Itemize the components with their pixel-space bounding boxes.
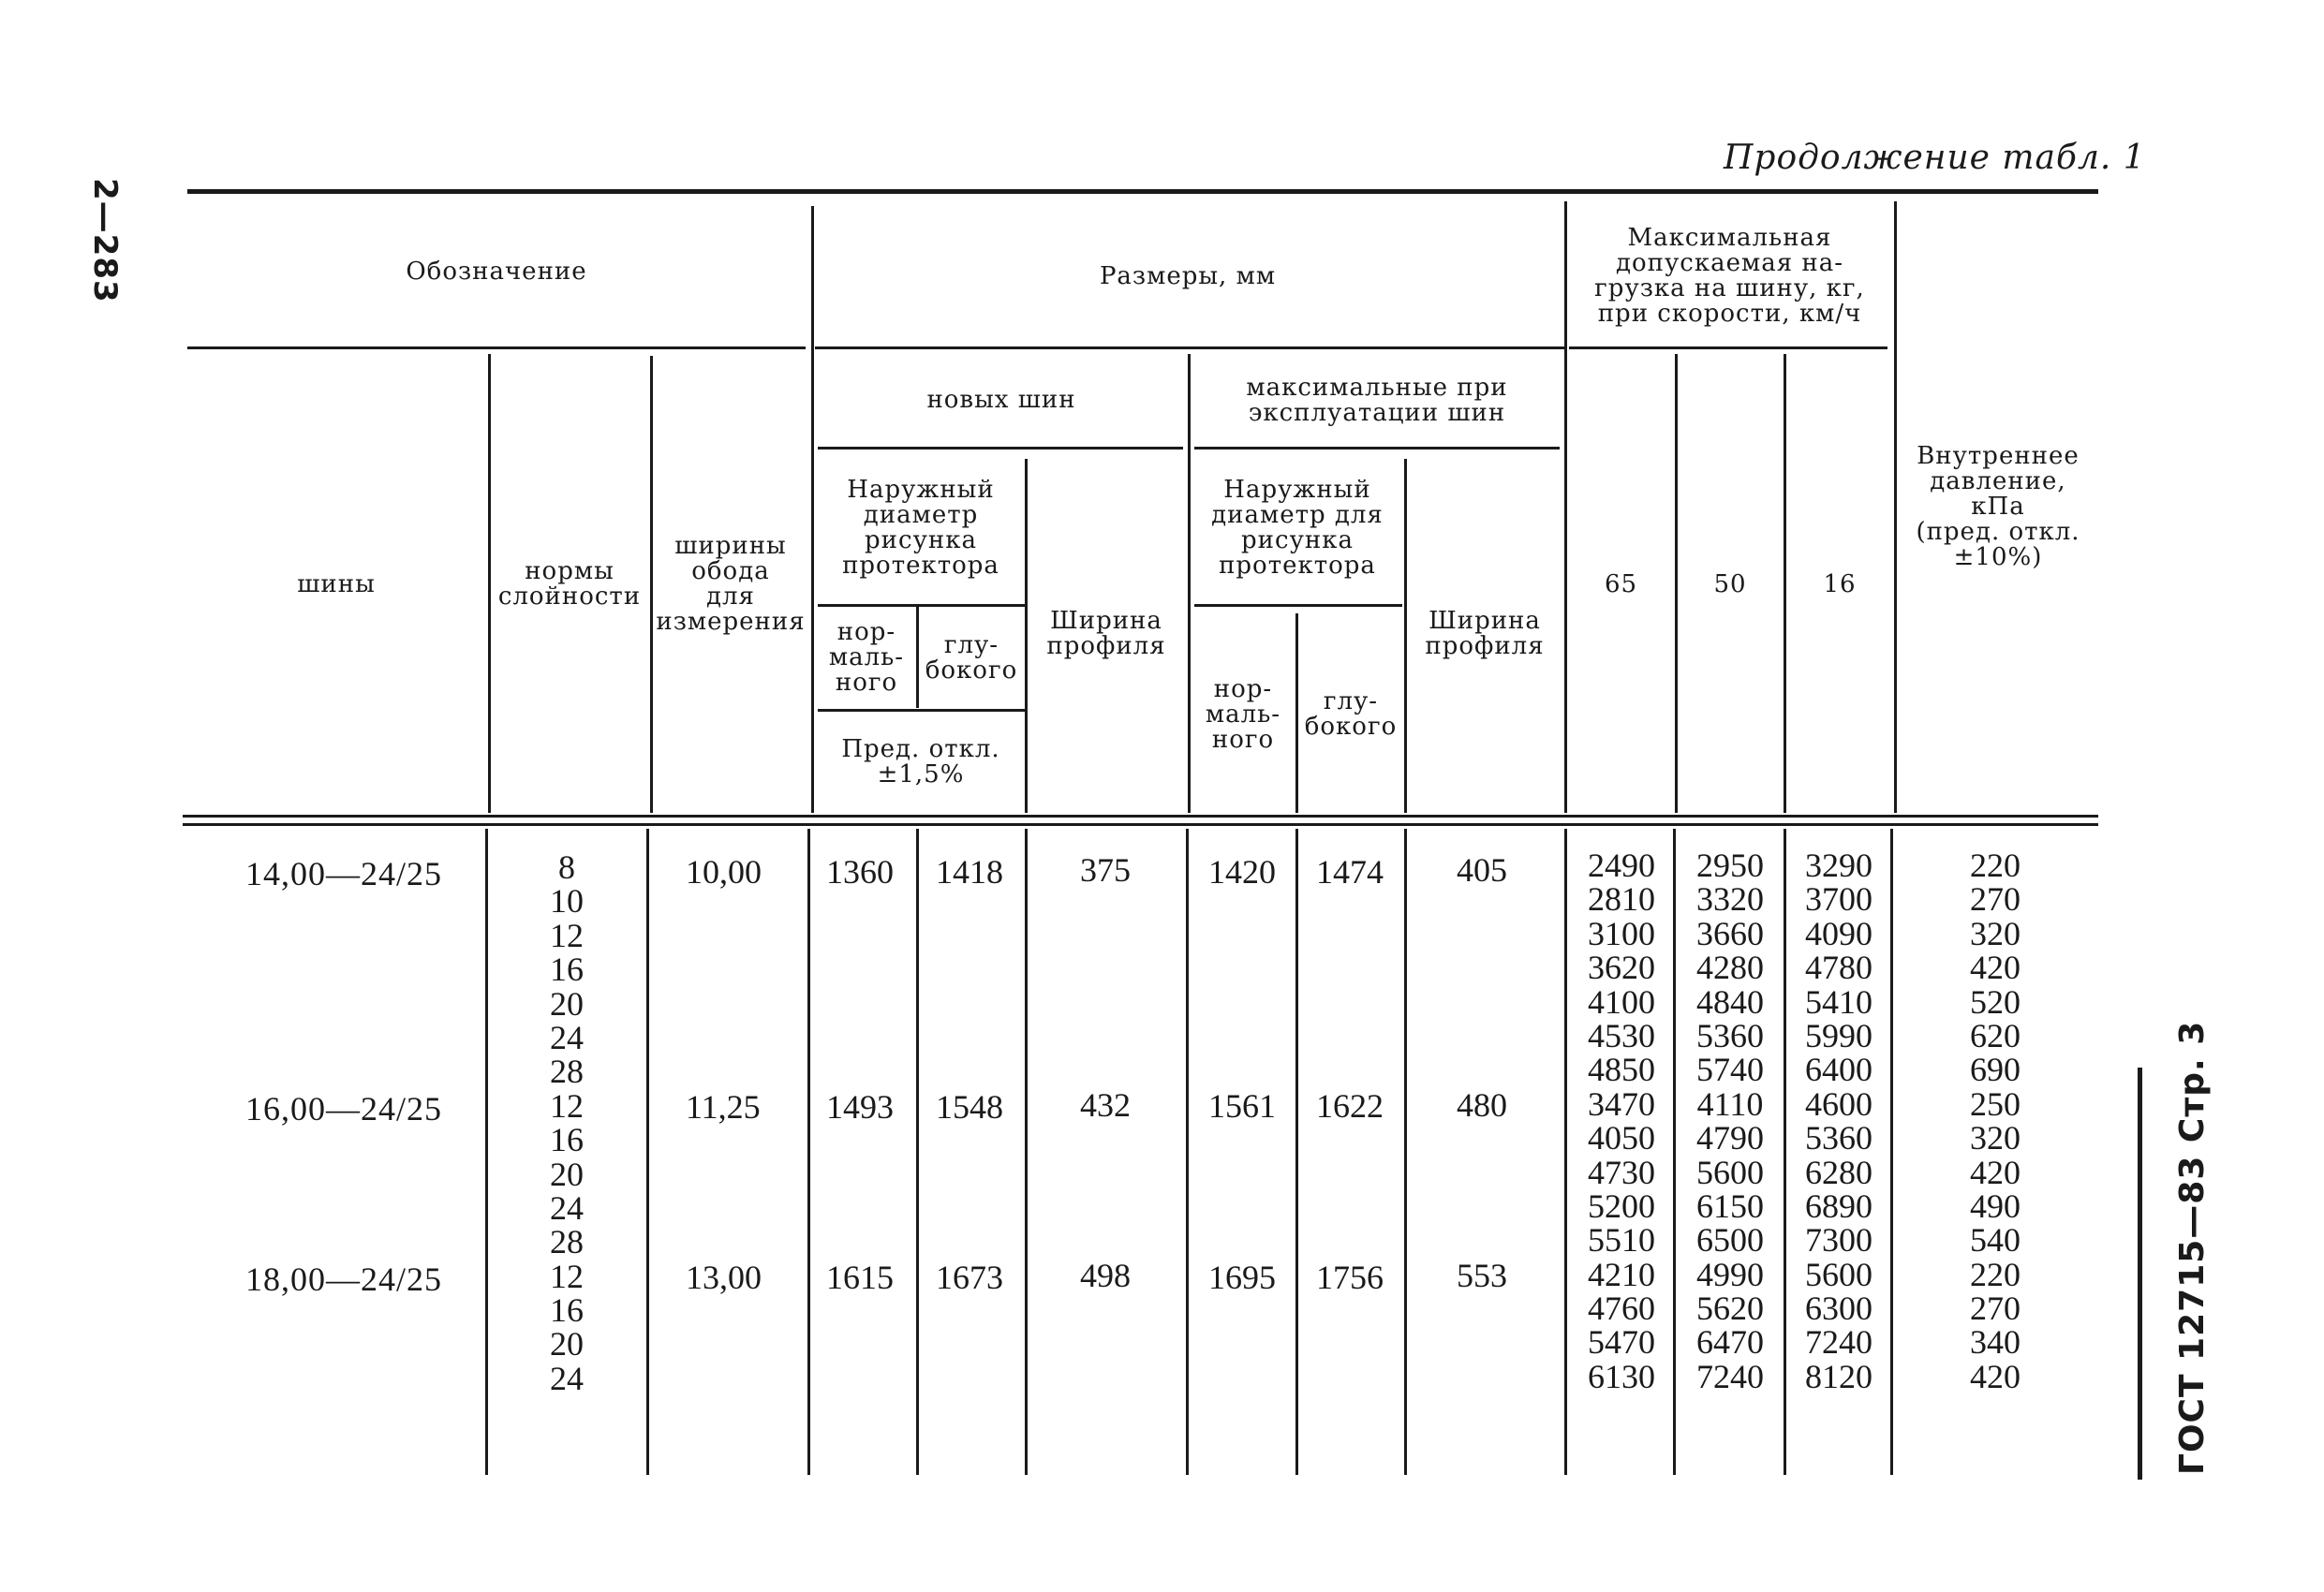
header-tolerance: Пред. откл. ±1,5% — [841, 735, 1000, 789]
pressure-cell: 220 — [1970, 847, 2021, 884]
load-16-cell: 7240 — [1805, 1323, 1873, 1362]
header-sizes: Размеры, мм — [1099, 261, 1277, 290]
new-normal-diameter: 1615 — [826, 1259, 894, 1296]
pressure-cell: 420 — [1970, 1153, 2021, 1191]
load-16-cell: 4090 — [1805, 914, 1873, 952]
rim-width: 13,00 — [686, 1259, 762, 1296]
standard-code-page: ГОСТ 12715—83 Стр. 3 — [2173, 1020, 2212, 1475]
load-16-cell: 3700 — [1805, 880, 1873, 919]
ply-rating-cell: 8 — [558, 848, 575, 886]
load-65-cell: 5200 — [1588, 1187, 1655, 1225]
load-65-cell: 5510 — [1588, 1221, 1655, 1260]
load-65-cell: 4760 — [1588, 1290, 1655, 1328]
load-65-cell: 3470 — [1588, 1084, 1655, 1123]
pressure-cell: 220 — [1970, 1255, 2021, 1293]
pressure-cell: 620 — [1970, 1016, 2021, 1054]
load-50-cell: 3660 — [1696, 914, 1764, 952]
load-16-cell: 5360 — [1805, 1119, 1873, 1157]
ply-rating-cell: 10 — [550, 882, 584, 921]
load-65-cell: 6130 — [1588, 1357, 1655, 1395]
load-16-cell: 6280 — [1805, 1153, 1873, 1191]
ply-rating-cell: 16 — [550, 1121, 584, 1159]
new-profile-width: 498 — [1080, 1257, 1131, 1294]
header-profile-width-new: Ширина профиля — [1046, 606, 1166, 660]
tire-designation: 18,00—24/25 — [245, 1260, 443, 1298]
load-16-cell: 3290 — [1805, 847, 1873, 884]
side-code-rule — [2138, 1068, 2142, 1480]
pressure-cell: 490 — [1970, 1187, 2021, 1225]
pressure-cell: 250 — [1970, 1084, 2021, 1123]
load-65-cell: 4530 — [1588, 1016, 1655, 1054]
header-tire: шины — [297, 569, 376, 598]
header-rim-width: ширины обода для измерения — [656, 532, 806, 636]
ply-rating-cell: 16 — [550, 1291, 584, 1330]
load-50-cell: 5740 — [1696, 1051, 1764, 1089]
pressure-cell: 320 — [1970, 914, 2021, 952]
max-profile-width: 480 — [1457, 1086, 1507, 1124]
new-normal-diameter: 1360 — [826, 853, 894, 891]
pressure-column — [1930, 848, 2061, 1393]
ply-rating-cell: 28 — [550, 1053, 584, 1091]
max-deep-diameter: 1622 — [1316, 1087, 1384, 1125]
header-ply-rating: нормы слойности — [497, 557, 642, 611]
ply-rating-cell: 24 — [550, 1188, 584, 1227]
load-50-cell: 5360 — [1696, 1016, 1764, 1054]
ply-rating-column — [525, 850, 609, 1395]
header-double-rule — [183, 815, 2098, 818]
ply-rating-cell: 16 — [550, 951, 584, 989]
header-pressure: Внутреннее давление, кПа (пред. откл. ±10%) — [1916, 442, 2080, 571]
new-profile-width: 432 — [1080, 1086, 1131, 1124]
max-normal-diameter: 1561 — [1208, 1087, 1276, 1125]
load-16-cell: 4780 — [1805, 949, 1873, 987]
load-65-cell: 4100 — [1588, 982, 1655, 1021]
pressure-cell: 320 — [1970, 1119, 2021, 1157]
new-profile-width: 375 — [1080, 851, 1131, 889]
header-new-tires: новых шин — [926, 386, 1076, 414]
rim-width: 10,00 — [686, 853, 762, 891]
load-50-column — [1679, 848, 1782, 1393]
max-normal-diameter: 1420 — [1208, 853, 1276, 891]
pressure-cell: 520 — [1970, 982, 2021, 1021]
load-65-cell: 4730 — [1588, 1153, 1655, 1191]
load-50-cell: 4280 — [1696, 949, 1764, 987]
new-deep-diameter: 1673 — [936, 1259, 1003, 1296]
ply-rating-cell: 12 — [550, 1086, 584, 1125]
new-deep-diameter: 1418 — [936, 853, 1003, 891]
load-16-cell: 4600 — [1805, 1084, 1873, 1123]
load-16-cell: 5410 — [1805, 982, 1873, 1021]
max-profile-width: 405 — [1457, 851, 1507, 889]
load-50-cell: 4990 — [1696, 1255, 1764, 1293]
load-50-cell: 6470 — [1696, 1323, 1764, 1362]
load-16-cell: 7300 — [1805, 1221, 1873, 1260]
pressure-cell: 270 — [1970, 1290, 2021, 1328]
pressure-cell: 340 — [1970, 1323, 2021, 1362]
header-speed-16: 16 — [1823, 569, 1857, 598]
load-65-cell: 4050 — [1588, 1119, 1655, 1157]
top-rule — [187, 189, 2098, 194]
load-65-cell: 2810 — [1588, 880, 1655, 919]
ply-rating-cell: 20 — [550, 1155, 584, 1193]
header-deep-max: глу- бокого — [1304, 687, 1398, 741]
ply-rating-cell: 20 — [550, 984, 584, 1023]
load-50-cell: 7240 — [1696, 1357, 1764, 1395]
header-outer-diameter-new: Наружный диаметр рисунка протектора — [842, 476, 999, 580]
ply-rating-cell: 24 — [550, 1018, 584, 1056]
load-50-cell: 4840 — [1696, 982, 1764, 1021]
load-16-cell: 6400 — [1805, 1051, 1873, 1089]
new-deep-diameter: 1548 — [936, 1088, 1003, 1126]
table-continuation-caption: Продолжение табл. 1 — [1724, 139, 2146, 177]
pressure-cell: 690 — [1970, 1051, 2021, 1089]
load-65-cell: 4210 — [1588, 1255, 1655, 1293]
load-50-cell: 6500 — [1696, 1221, 1764, 1260]
ply-rating-cell: 12 — [550, 1257, 584, 1295]
load-16-cell: 5990 — [1805, 1016, 1873, 1054]
load-16-column — [1787, 848, 1890, 1393]
load-16-cell: 5600 — [1805, 1255, 1873, 1293]
header-max-in-service: максимальные при эксплуатации шин — [1246, 373, 1508, 427]
rim-width: 11,25 — [686, 1088, 761, 1126]
load-50-cell: 4110 — [1696, 1084, 1764, 1123]
ply-rating-cell: 24 — [550, 1359, 584, 1397]
max-normal-diameter: 1695 — [1208, 1259, 1276, 1296]
load-65-cell: 5470 — [1588, 1323, 1655, 1362]
header-outer-diameter-max: Наружный диаметр для рисунка протектора — [1211, 476, 1384, 580]
load-50-cell: 6150 — [1696, 1187, 1764, 1225]
load-50-cell: 2950 — [1696, 847, 1764, 884]
pressure-cell: 540 — [1970, 1221, 2021, 1260]
load-16-cell: 6890 — [1805, 1187, 1873, 1225]
header-deep-new: глу- бокого — [925, 630, 1018, 685]
load-65-cell: 3620 — [1588, 949, 1655, 987]
max-profile-width: 553 — [1457, 1257, 1507, 1294]
load-65-cell: 2490 — [1588, 847, 1655, 884]
new-normal-diameter: 1493 — [826, 1088, 894, 1126]
load-50-cell: 5600 — [1696, 1153, 1764, 1191]
load-65-cell: 4850 — [1588, 1051, 1655, 1089]
ply-rating-cell: 12 — [550, 916, 584, 954]
max-deep-diameter: 1756 — [1316, 1259, 1384, 1296]
header-normal-new: нор- маль- ного — [828, 618, 905, 697]
load-65-column — [1570, 848, 1673, 1393]
load-50-cell: 5620 — [1696, 1290, 1764, 1328]
ply-rating-cell: 28 — [550, 1223, 584, 1261]
pressure-cell: 420 — [1970, 949, 2021, 987]
pressure-cell: 420 — [1970, 1357, 2021, 1395]
max-deep-diameter: 1474 — [1316, 853, 1384, 891]
page-marker: 2—283 — [86, 178, 124, 303]
tire-designation: 14,00—24/25 — [245, 855, 443, 892]
load-50-cell: 4790 — [1696, 1119, 1764, 1157]
header-max-load: Максимальная допускаемая на- грузка на шину, кг, при скорости, км/ч — [1594, 224, 1865, 328]
load-50-cell: 3320 — [1696, 880, 1764, 919]
tire-designation: 16,00—24/25 — [245, 1090, 443, 1128]
header-profile-width-max: Ширина профиля — [1425, 606, 1545, 660]
load-16-cell: 8120 — [1805, 1357, 1873, 1395]
header-speed-65: 65 — [1604, 569, 1638, 598]
header-designation: Обозначение — [406, 257, 587, 286]
ply-rating-cell: 20 — [550, 1325, 584, 1364]
header-speed-50: 50 — [1713, 569, 1747, 598]
load-65-cell: 3100 — [1588, 914, 1655, 952]
header-normal-max: нор- маль- ного — [1205, 674, 1281, 754]
load-16-cell: 6300 — [1805, 1290, 1873, 1328]
pressure-cell: 270 — [1970, 880, 2021, 919]
